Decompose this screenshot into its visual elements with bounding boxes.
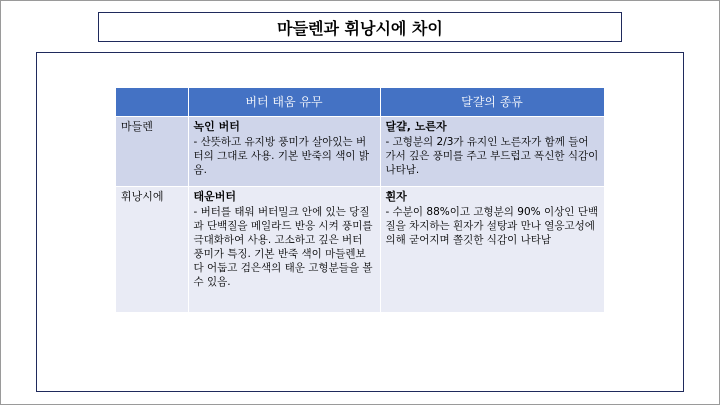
cell-madeleine-butter <box>188 117 380 187</box>
cell-financier-egg <box>380 187 604 313</box>
cell-title: 달걀, 노른자 <box>385 120 447 133</box>
cell-description: - 수분이 88%이고 고형분의 90% 이상인 단백질을 차지하는 흰자가 설탕과 만나 열응고성에 의해 굳어지며 쫄깃한 식감이 나타남 <box>385 206 598 246</box>
cell-financier-butter <box>188 187 380 313</box>
cell-madeleine-egg <box>380 117 604 187</box>
cell-description: - 고형분의 2/3가 유지인 노른자가 함께 들어가서 깊은 풍미를 주고 부드럽고 폭신한 식감이 나타남. <box>385 136 599 176</box>
cell-title: 흰자 <box>385 190 407 203</box>
header-egg: 달걀의 종류 <box>380 88 604 117</box>
slide-title-box <box>98 12 622 42</box>
table-row-madeleine <box>116 117 604 187</box>
row-label-madeleine: 마들렌 <box>116 117 188 187</box>
slide-title: 마들렌과 휘낭시에 차이 <box>277 18 443 38</box>
cell-description: - 버터를 태워 버터밀크 안에 있는 당질과 단백질을 메일라드 반응 시켜 풍미를 극대화하여 사용. 고소하고 깊은 버터 풍미가 특징. 기본 반죽 색이 마들렌보다 어둡고 검은색의 태운 고형분들을 볼 수 있음. <box>193 206 373 288</box>
header-empty <box>116 88 188 117</box>
cell-description: - 산뜻하고 유지방 풍미가 살아있는 버터의 그대로 사용. 기본 반죽의 색이 밝음. <box>193 136 370 176</box>
cell-title: 녹인 버터 <box>193 120 240 133</box>
header-butter: 버터 태움 유무 <box>188 88 380 117</box>
table-header-row <box>116 88 604 117</box>
row-label-financier: 휘낭시에 <box>116 187 188 313</box>
cell-title: 태운버터 <box>193 190 237 203</box>
table-row-financier <box>116 187 604 313</box>
comparison-table <box>116 88 605 312</box>
